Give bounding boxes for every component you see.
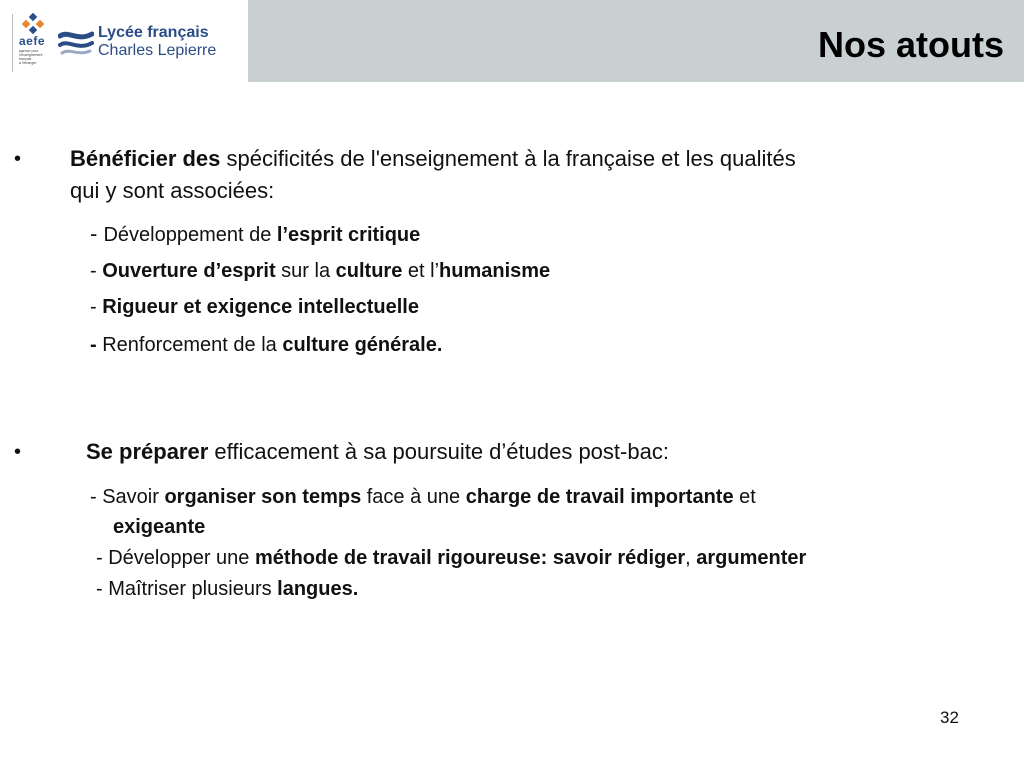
- list-item: - Renforcement de la culture générale.: [90, 334, 443, 356]
- section1-intro-line2: qui y sont associées:: [70, 178, 275, 203]
- section2-intro: [86, 436, 1016, 468]
- list-item: - Maîtriser plusieurs langues.: [96, 578, 359, 600]
- list-item: - Développer une méthode de travail rigoureuse: savoir rédiger, argumenter: [96, 547, 807, 569]
- title-band: [248, 0, 1024, 82]
- aefe-subtitle: agence pour l'enseignement français à l'étranger: [19, 49, 43, 65]
- list-item: - Développement de l’esprit critique: [90, 221, 421, 246]
- school-name-line1: Lycée français: [98, 24, 209, 41]
- section1-intro-text: spécificités de l'enseignement à la française et les qualités: [220, 146, 796, 171]
- section2-intro-text: efficacement à sa poursuite d’études post-bac:: [208, 439, 669, 464]
- aefe-diamond-icon: [23, 14, 43, 34]
- list-item: - Savoir organiser son temps face à une charge de travail importante et: [90, 486, 756, 508]
- list-item: - Ouverture d’esprit sur la culture et l’humanisme: [90, 260, 551, 282]
- slide-title: Nos atouts: [817, 24, 1004, 65]
- school-logo: [58, 24, 233, 64]
- list-item-continuation: exigeante: [113, 516, 206, 538]
- list-item: - Rigueur et exigence intellectuelle: [90, 296, 419, 318]
- page-number: 32: [940, 708, 959, 727]
- wave-logo-icon: [58, 28, 94, 56]
- logo-divider: [12, 14, 13, 72]
- school-name-line2: Charles Lepierre: [98, 42, 217, 59]
- aefe-wordmark: aefe: [19, 34, 46, 48]
- section2-intro-bold: Se préparer: [86, 439, 209, 464]
- bullet-2: •: [14, 441, 22, 463]
- aefe-logo: [14, 14, 56, 72]
- section1-intro: [70, 143, 1015, 207]
- section1-intro-bold: Bénéficier des: [70, 146, 221, 171]
- bullet-1: •: [14, 148, 22, 170]
